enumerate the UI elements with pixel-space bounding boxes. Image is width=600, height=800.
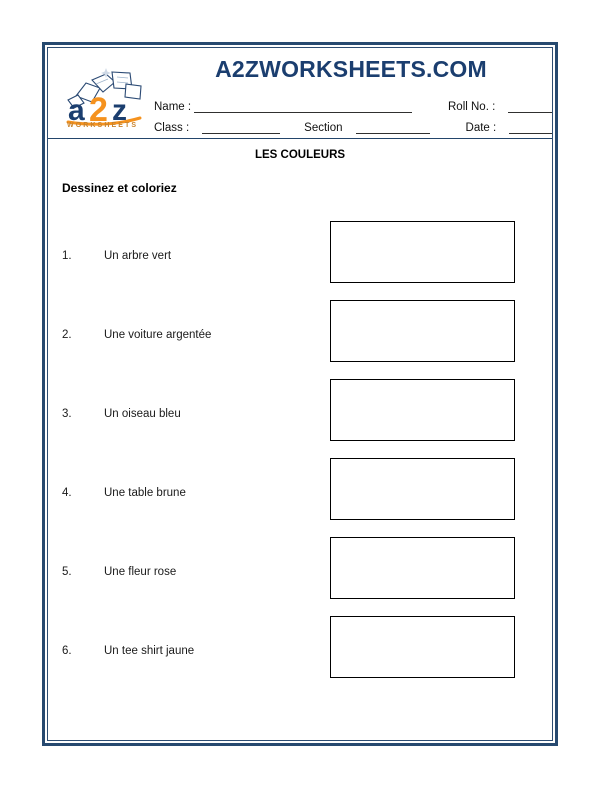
- item-number: 4.: [62, 487, 72, 499]
- worksheet-header: [48, 48, 552, 139]
- name-input[interactable]: [194, 102, 412, 113]
- svg-text:WORKSHEETS: WORKSHEETS: [67, 122, 139, 128]
- exercise-item: [48, 288, 552, 367]
- drawing-box[interactable]: [330, 221, 515, 283]
- worksheet-title: LES COULEURS: [254, 149, 346, 161]
- item-label: Une fleur rose: [104, 566, 177, 578]
- worksheet-page: [47, 47, 553, 741]
- item-label: Un tee shirt jaune: [104, 645, 195, 657]
- item-number: 5.: [62, 566, 72, 578]
- roll-no-label: Roll No. :: [448, 101, 496, 113]
- worksheet-body: [48, 139, 552, 740]
- roll-no-field-group: [448, 101, 553, 113]
- name-field-group: [154, 101, 412, 113]
- section-label: Section: [304, 122, 343, 134]
- exercise-prompt: [62, 645, 194, 657]
- drawing-box[interactable]: [330, 537, 515, 599]
- student-info-fields: [154, 92, 542, 134]
- section-input[interactable]: [356, 123, 430, 134]
- class-label: Class :: [154, 122, 190, 134]
- exercise-item: [48, 604, 552, 683]
- exercise-prompt: [62, 566, 176, 578]
- exercise-item: [48, 446, 552, 525]
- exercise-prompt: [62, 408, 181, 420]
- drawing-box[interactable]: [330, 616, 515, 678]
- drawing-box[interactable]: [330, 300, 515, 362]
- item-number: 2.: [62, 329, 72, 341]
- class-input[interactable]: [202, 123, 280, 134]
- class-section-group: [154, 122, 430, 134]
- item-number: 1.: [62, 250, 72, 262]
- name-label: Name :: [154, 101, 192, 113]
- site-title: A2ZWORKSHEETS.COM: [215, 56, 487, 82]
- item-label: Une table brune: [104, 487, 186, 499]
- exercise-item: [48, 525, 552, 604]
- svg-text:z: z: [112, 94, 127, 127]
- date-label: Date :: [465, 122, 497, 134]
- exercise-prompt: [62, 250, 171, 262]
- svg-text:a: a: [68, 94, 85, 127]
- worksheet-instruction: Dessinez et coloriez: [62, 181, 177, 195]
- drawing-box[interactable]: [330, 458, 515, 520]
- item-label: Une voiture argentée: [104, 329, 212, 341]
- drawing-box[interactable]: [330, 379, 515, 441]
- item-label: Un oiseau bleu: [104, 408, 181, 420]
- item-number: 6.: [62, 645, 72, 657]
- item-number: 3.: [62, 408, 72, 420]
- date-field-group: [466, 122, 553, 134]
- worksheet-page-frame: [42, 42, 558, 746]
- exercise-list: [48, 209, 552, 683]
- roll-no-input[interactable]: [508, 102, 553, 113]
- svg-text:2: 2: [89, 91, 108, 128]
- field-row-name: [154, 92, 542, 113]
- exercise-prompt: [62, 329, 211, 341]
- exercise-item: [48, 367, 552, 446]
- item-label: Un arbre vert: [104, 250, 172, 262]
- exercise-item: [48, 209, 552, 288]
- a2z-worksheets-logo-icon: [62, 62, 154, 128]
- field-row-class: [154, 113, 542, 134]
- date-input[interactable]: [509, 123, 553, 134]
- exercise-prompt: [62, 487, 186, 499]
